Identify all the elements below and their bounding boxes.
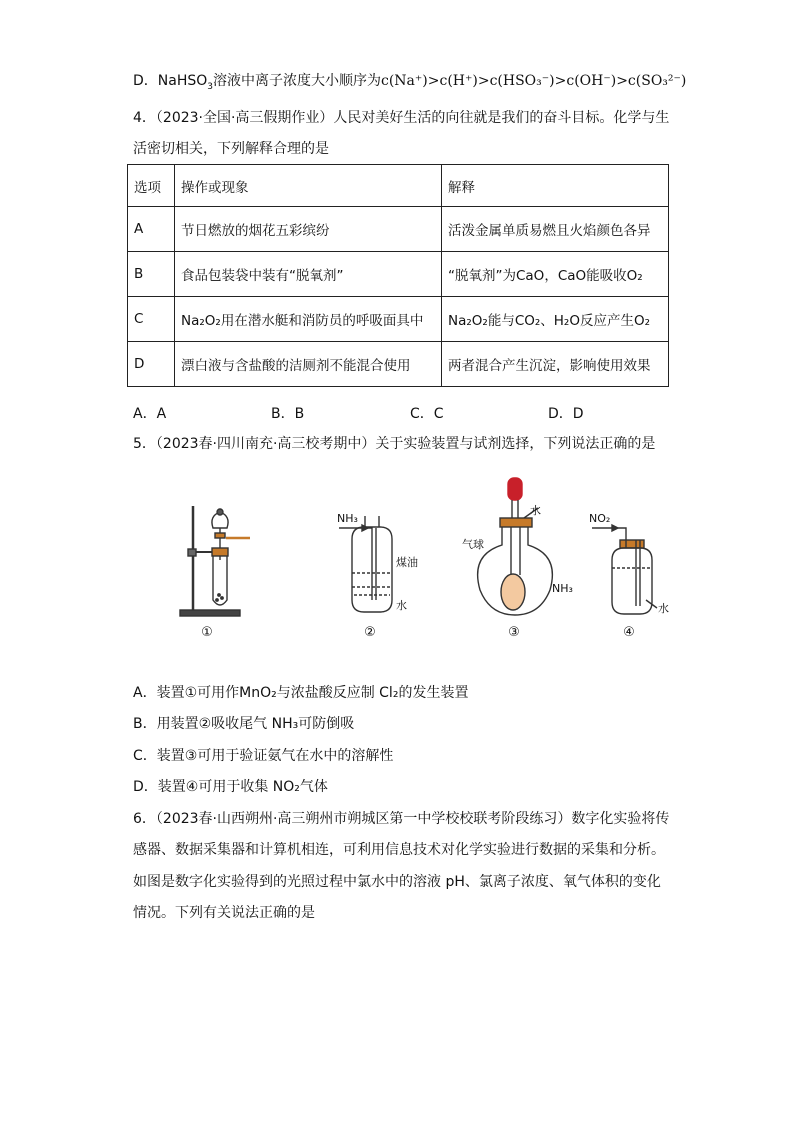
apparatus-2: [339, 516, 392, 612]
header-cell: 解释: [442, 165, 669, 207]
q5-option-b[interactable]: B．用装置②吸收尾气 NH₃可防倒吸: [133, 716, 355, 732]
table-cell: C: [128, 297, 175, 342]
caption-4: ④: [623, 625, 635, 640]
table-cell: 食品包装袋中装有“脱氧剂”: [175, 252, 442, 297]
option-d-lead: D．NaHSO: [133, 73, 208, 89]
label-kerosene: 煤油: [396, 556, 418, 569]
apparatus-1: [180, 506, 250, 616]
header-cell: 操作或现象: [175, 165, 442, 207]
table-cell: Na₂O₂用在潜水艇和消防员的呼吸面具中: [175, 297, 442, 342]
q6-stem-line4: 情况。下列有关说法正确的是: [133, 905, 315, 921]
label-nh3-flask: NH₃: [552, 582, 573, 595]
q5-stem: 5．（2023春·四川南充·高三校考期中）关于实验装置与试剂选择，下列说法正确的是: [133, 436, 656, 452]
choice-c[interactable]: C．C: [410, 406, 444, 422]
table-cell: A: [128, 207, 175, 252]
q6-stem-line2: 感器、数据采集器和计算机相连，可利用信息技术对化学实验进行数据的采集和分析。: [133, 842, 665, 858]
label-nh3-in: NH₃: [337, 512, 358, 525]
table-cell: 活泼金属单质易燃且火焰颜色各异: [442, 207, 669, 252]
q5-option-a[interactable]: A．装置①可用作MnO₂与浓盐酸反应制 Cl₂的发生装置: [133, 685, 469, 701]
option-d-nahso3: D．NaHSO$_3$溶液中离子浓度大小顺序为c(Na⁺)>c(H⁺)>c(HSO₃⁻)>c(OH⁻)>c(SO₃²⁻): [133, 73, 687, 92]
table-cell: 两者混合产生沉淀，影响使用效果: [442, 342, 669, 387]
table-cell: 漂白液与含盐酸的洁厕剂不能混合使用: [175, 342, 442, 387]
table-cell: D: [128, 342, 175, 387]
apparatus-4: [592, 525, 657, 614]
caption-3: ③: [508, 625, 520, 640]
table-cell: Na₂O₂能与CO₂、H₂O反应产生O₂: [442, 297, 669, 342]
label-water-4: 水: [658, 602, 669, 615]
q6-stem-line3: 如图是数字化实验得到的光照过程中氯水中的溶液 pH、氯离子浓度、氧气体积的变化: [133, 874, 661, 890]
label-no2-in: NO₂: [589, 512, 611, 525]
label-balloon: 气球: [462, 538, 484, 551]
q5-option-c[interactable]: C．装置③可用于验证氨气在水中的溶解性: [133, 748, 394, 764]
choice-a[interactable]: A．A: [133, 406, 167, 422]
q5-option-d[interactable]: D．装置④可用于收集 NO₂气体: [133, 779, 328, 795]
choice-d[interactable]: D．D: [548, 406, 584, 422]
table-cell: 节日燃放的烟花五彩缤纷: [175, 207, 442, 252]
ion-order-expression: c(Na⁺)>c(H⁺)>c(HSO₃⁻)>c(OH⁻)>c(SO₃²⁻): [381, 73, 687, 89]
q6-stem-line1: 6．（2023春·山西朔州·高三朔州市朔城区第一中学校校联考阶段练习）数字化实验将传: [133, 811, 670, 827]
option-d-text: 溶液中离子浓度大小顺序为: [213, 73, 381, 89]
apparatus-3: [478, 478, 553, 615]
header-cell: 选项: [128, 165, 175, 207]
q4-stem-line2: 活密切相关，下列解释合理的是: [133, 141, 329, 157]
label-water-3: 水: [530, 504, 541, 517]
caption-2: ②: [364, 625, 376, 640]
table-cell: “脱氧剂”为CaO，CaO能吸收O₂: [442, 252, 669, 297]
table-cell: B: [128, 252, 175, 297]
caption-1: ①: [201, 625, 213, 640]
label-water-2: 水: [396, 599, 407, 612]
choice-b[interactable]: B．B: [271, 406, 305, 422]
q4-stem-line1: 4．（2023·全国·高三假期作业）人民对美好生活的向往就是我们的奋斗目标。化学与生: [133, 110, 670, 126]
